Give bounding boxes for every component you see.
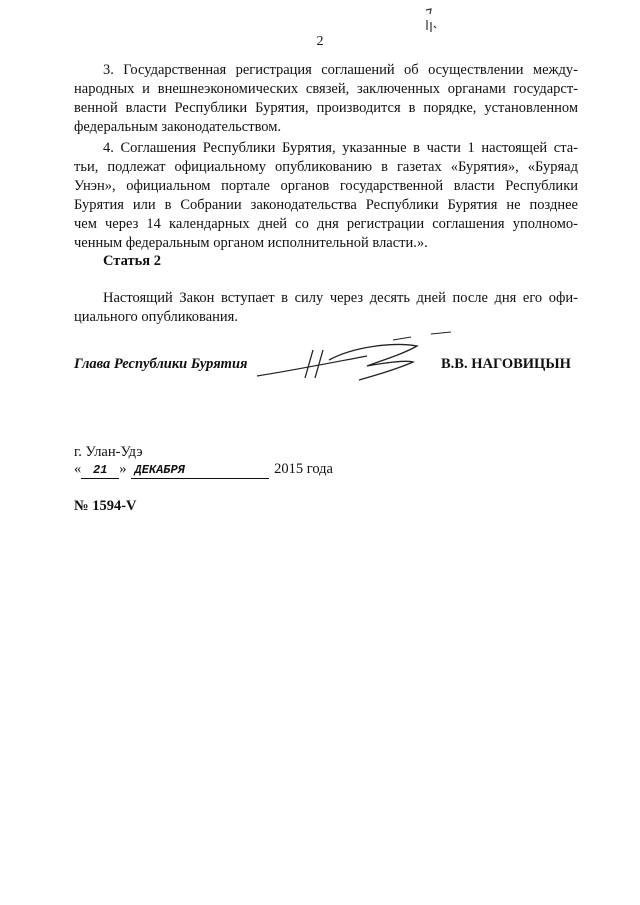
text-line: народных и внешнеэкономических связей, заключенных органами государст- [74, 81, 578, 97]
signing-date [74, 461, 333, 479]
date-open-quote: « [74, 461, 82, 477]
text-line: ченным федеральным органом исполнительной власти.». [74, 235, 428, 251]
law-number: № 1594-V [74, 498, 137, 514]
paragraph-3 [74, 61, 578, 137]
date-close-quote: » [119, 461, 127, 477]
article-heading: Статья 2 [103, 253, 161, 269]
signatory-title: Глава Республики Бурятия [74, 356, 248, 372]
text-line: 3. Государственная регистрация соглашений об осуществлении между- [103, 62, 578, 78]
text-line: 4. Соглашения Республики Бурятия, указанные в части 1 настоящей ста- [103, 140, 578, 156]
handwritten-signature [255, 320, 465, 392]
page-number: 2 [316, 34, 324, 49]
text-line: чем через 14 календарных дней со дня регистрации соглашения уполномо- [74, 216, 578, 232]
signatory-name: В.В. НАГОВИЦЫН [441, 356, 571, 372]
date-year: 2015 года [274, 461, 333, 477]
date-month: ДЕКАБРЯ [131, 463, 269, 479]
text-line: тьи, подлежат официальному опубликованию в газетах «Бурятия», «Буряад [74, 159, 578, 175]
paragraph-4 [74, 139, 578, 253]
text-line: федеральным законодательством. [74, 119, 282, 135]
text-line: Бурятия или в Собрании законодательства Республики Бурятия не позднее [74, 197, 578, 213]
text-line: циального опубликования. [74, 309, 238, 325]
text-line: венной власти Республики Бурятия, производится в порядке, установленном [74, 100, 578, 116]
city: г. Улан-Удэ [74, 444, 143, 460]
handwritten-corner-mark [422, 6, 440, 34]
text-line: Унэн», официальном портале органов государственной власти Республики [74, 178, 578, 194]
text-line: Настоящий Закон вступает в силу через десять дней после дня его офи- [103, 290, 578, 306]
date-day: 21 [81, 463, 119, 479]
